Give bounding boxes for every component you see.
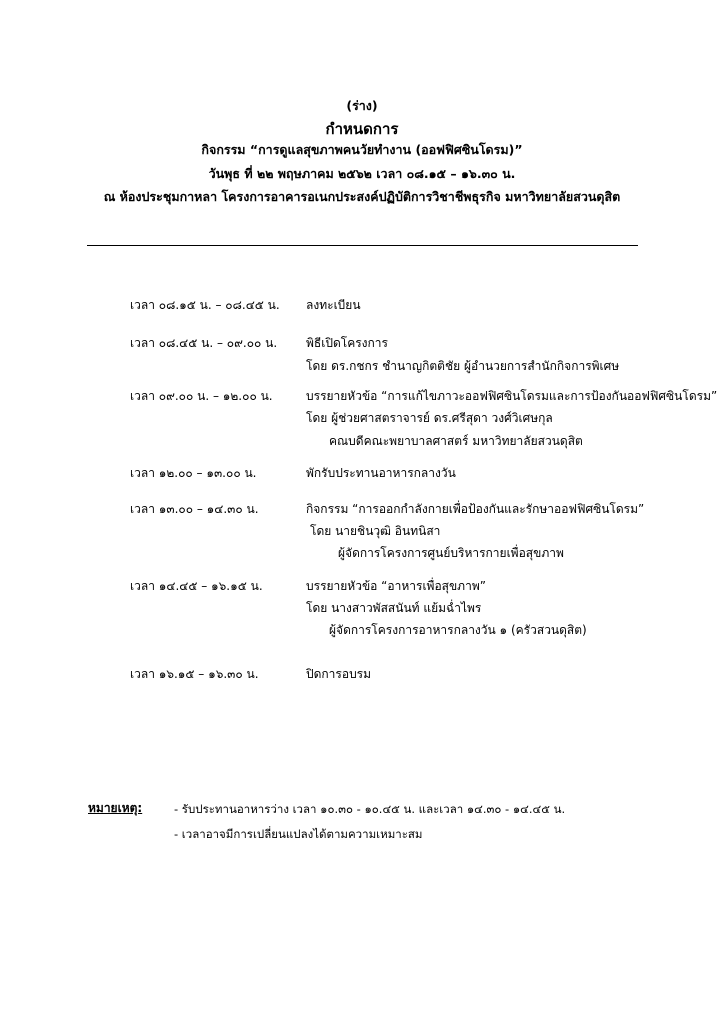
schedule-time: เวลา ๐๙.๐๐ น. – ๑๒.๐๐ น. <box>130 389 273 403</box>
schedule-time: เวลา ๐๘.๑๕ น. – ๐๘.๔๕ น. <box>130 298 280 312</box>
schedule-text: บรรยายหัวข้อ “อาหารเพื่อสุขภาพ” <box>306 579 486 593</box>
document-title: กำหนดการ <box>325 120 399 138</box>
header-divider <box>87 245 638 246</box>
venue-line: ณ ห้องประชุมกาหลา โครงการอาคารอเนกประสงค์ปฏิบัติการวิชาชีพธุรกิจ มหาวิทยาลัยสวนดุสิต <box>103 189 621 204</box>
note-item: - เวลาอาจมีการเปลี่ยนแปลงได้ตามความเหมาะสม <box>174 827 423 841</box>
schedule-text: โดย ดร.กชกร ชำนาญกิตติชัย ผู้อำนวยการสำนักกิจการพิเศษ <box>306 359 620 373</box>
schedule-time: เวลา ๑๔.๔๕ – ๑๖.๑๕ น. <box>130 579 263 593</box>
schedule-text: บรรยายหัวข้อ “การแก้ไขภาวะออฟฟิศซินโดรมและการป้องกันออฟฟิศซินโดรม” <box>306 389 718 403</box>
schedule-text: ปิดการอบรม <box>306 667 372 681</box>
schedule-text: คณบดีคณะพยาบาลศาสตร์ มหาวิทยาลัยสวนดุสิต <box>329 434 583 448</box>
schedule-text: กิจกรรม “การออกกำลังกายเพื่อป้องกันและรักษาออฟฟิศซินโดรม” <box>306 502 645 516</box>
schedule-text: พิธีเปิดโครงการ <box>306 336 388 350</box>
schedule-time: เวลา ๑๖.๑๕ – ๑๖.๓๐ น. <box>130 667 259 681</box>
notes-label: หมายเหตุ: <box>88 801 143 815</box>
schedule-text: โดย ผู้ช่วยศาสตราจารย์ ดร.ศรีสุดา วงศ์วิเศษกุล <box>306 411 553 425</box>
schedule-text: โดย นางสาวพัสสนันท์ แย้มฉ่ำไพร <box>306 601 482 615</box>
schedule-time: เวลา ๑๒.๐๐ – ๑๓.๐๐ น. <box>130 466 257 480</box>
activity-title: กิจกรรม “การดูแลสุขภาพคนวัยทำงาน (ออฟฟิศซินโดรม)” <box>201 142 523 157</box>
schedule-text: พักรับประทานอาหารกลางวัน <box>306 466 456 480</box>
draft-label: (ร่าง) <box>346 98 378 113</box>
schedule-text: โดย นายชินวุฒิ อินทนิสา <box>310 524 441 538</box>
date-time-line: วันพุธ ที่ ๒๒ พฤษภาคม ๒๕๖๒ เวลา ๐๘.๑๕ – ๑๖.๓๐ น. <box>208 166 516 181</box>
schedule-text: ผู้จัดการโครงการอาหารกลางวัน ๑ (ครัวสวนดุสิต) <box>329 623 587 637</box>
note-item: - รับประทานอาหารว่าง เวลา ๑๐.๓๐ - ๑๐.๔๕ น. และเวลา ๑๔.๓๐ - ๑๔.๔๕ น. <box>174 802 566 816</box>
schedule-text: ลงทะเบียน <box>306 298 361 312</box>
schedule-time: เวลา ๐๘.๔๕ น. – ๐๙.๐๐ น. <box>130 336 278 350</box>
schedule-time: เวลา ๑๓.๐๐ – ๑๔.๓๐ น. <box>130 502 259 516</box>
schedule-text: ผู้จัดการโครงการศูนย์บริหารกายเพื่อสุขภาพ <box>338 546 564 560</box>
